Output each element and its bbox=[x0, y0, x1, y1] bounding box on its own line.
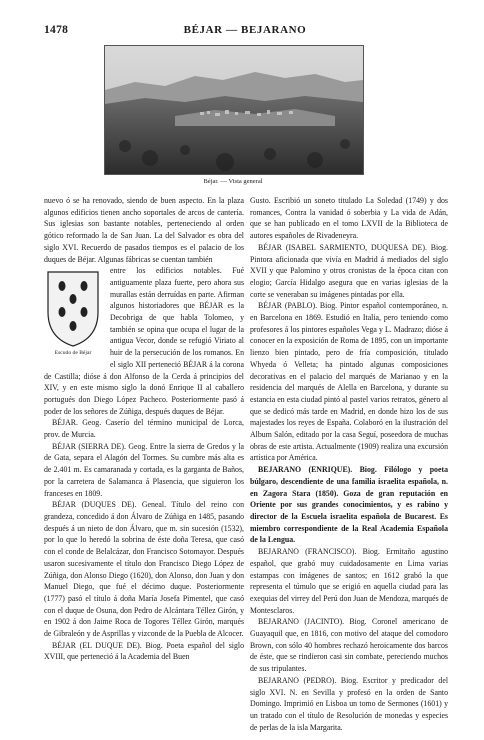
entry-enrique-bejarano: BEJARANO (ENRIQUE). Biog. Filólogo y poeta búlgaro, descendiente de una familia israelita española, n. en Zagora Stara (1850). Goza de gran reputación en Oriente por sus grandes conocimientos, y es rabino y director de la Escuela israelita española de Bucarest. Es miembro correspondiente de la Real Academia Española de la Lengua. bbox=[250, 465, 448, 545]
entry-duque-de-bejar: BÉJAR (EL DUQUE DE). Biog. Poeta español del siglo XVIII, que perteneció á la Academia del Buen bbox=[44, 640, 244, 662]
paragraph: nuevo ó se ha renovado, siendo de buen aspecto. En la plaza algunos edificios tienen ancho soportales de arcos de cantería. Sus iglesias son bastante notables, perteneciendo al orden gótico reformado la de San Juan. La del Salvador es obra del siglo XVI. Recuerdo de pasados tiempos es el palacio de los duques de Béjar. Algunas fábricas se cuentan también bbox=[44, 196, 244, 264]
entry-pablo-bejar: BÉJAR (PABLO). Biog. Pintor español contemporáneo, n. en Barcelona en 1869. Estudió en Italia, pero teniendo como profesores á los pintores españoles Vega y L. Madrazo; dióse á conocer en la exposición de Roma de 1895, con un importante lienzo bien pintado, pero de fría composición, titulado Whyeda ó Velleta; ha pintado algunas composiciones decorativas en el palacio del marqués de Marianao y en la residencia del marqués de Alella en Barcelona, y durante su estancia en esta ciudad pintó al pastel varios retratos, género al que se dedicó más tarde en Madrid, en donde hizo los de sus majestades los reyes de España. Colaboró en la ilustración del Album Salón, editado por la casa Seguí, poseedora de muchas obras de este artista. Actualmente (1909) realiza una excursión artística por América. bbox=[250, 301, 448, 463]
landscape-photo bbox=[104, 45, 364, 175]
entry-duques-de-bejar: BÉJAR (DUQUES DE). Geneal. Título del reino con grandeza, concedido á don Álvaro de Zúñiga en 1485, pasando después á un nieto de don Álvaro, que m. sin sucesión (1532), por lo que lo heredó la sobrina de éste doña Teresa, que casó con el conde de Belalcázar, don Francisco Sotomayor. Después usaron sucesivamente el título don Francisco Diego López de Zúñiga, don Alonso Diego (1620), don Alonso, don Juan y don Manuel Diego, que fué el décimo duque. Posteriormente (1777) pasó el título á doña María Josefa Pimentel, que casó con el duque de Osuna, don Pedro de Alcántara Téllez Girón, y en 1902 á don Jaime Roca de Togores Téllez Girón, marqués de Gibraleón y de Asprillas y vizconde de la Puebla de Alcocer. bbox=[44, 500, 244, 639]
entry-sierra-de-bejar: BÉJAR (SIERRA DE). Geog. Entre la sierra de Gredos y la de Gata, separa el Alagón del Tormes. Su cumbre más alta es de 2.401 m. Es camaranada y cortada, es la garganta de Baños, por la carretera de Salamanca á Plasencia, que siguieron los franceses en 1809. bbox=[44, 441, 244, 498]
entry-pedro-bejarano: BEJARANO (PEDRO). Biog. Escritor y predicador del siglo XVI. N. en Sevilla y profesó en la orden de Santo Domingo. Imprimió en Lisboa un tomo de Sermones (1601) y un tratado con el título de Resolución de monedas y especies de perlas de la isla Margarita. bbox=[250, 675, 448, 732]
entry-bejar-lorca: BÉJAR. Geog. Caserío del término municipal de Lorca, prov. de Murcia. bbox=[44, 418, 244, 440]
right-column bbox=[250, 195, 448, 733]
coat-of-arms bbox=[44, 268, 102, 360]
running-title: BÉJAR — BEJARANO bbox=[183, 24, 307, 36]
page-number: 1478 bbox=[44, 24, 69, 36]
shield-icon bbox=[44, 268, 102, 348]
emblem-caption: Escudo de Béjar bbox=[54, 350, 92, 357]
running-header bbox=[44, 24, 446, 38]
entry-isabel-sarmiento: BÉJAR (ISABEL SARMIENTO, DUQUESA DE). Biog. Pintora aficionada que vivía en Madrid á mediados del siglo XVII y que Palomino y otros cronistas de la época citan con elogio; García Hidalgo asegura que en varias iglesias de la corte se veneraban su imágenes pintadas por ella. bbox=[250, 242, 448, 299]
entry-jacinto-bejarano: BEJARANO (JACINTO). Biog. Coronel americano de Guayaquil que, en 1816, con motivo del ataque del comodoro Brown, con sólo 40 hombres rechazó heroicamente dos barcos de éste, que se rindieron casi sin combate, pereciendo muchos de sus tripulantes. bbox=[250, 617, 448, 674]
paragraph: entre los edificios notables. Fué antiguamente plaza fuerte, pero ahora sus murallas están derruídas en parte. Afirman algunos historiadores que BÉJAR es la Decobriga de que habla Tolomeo, y también se opina que ocupa el lugar de la antigua Vecor, donde se refugió Viriato al huir de la persecución de los romanos. En el siglo XII perteneció BÉJAR á la corona de Castilla; dióse á don Alfonso de la Cerda á principios del XIV, y en este mismo siglo la donó Enrique II al caballero portugués don Diego López Pacheco. Posteriormente pasó á poder de los señores de Zúñiga, después duques de Béjar. bbox=[44, 266, 244, 416]
paragraph: Gusto. Escribió un soneto titulado La Soledad (1749) y dos romances, Contra la vanidad ó soberbia y La vida de Adán, que se han publicado en el tomo LXVII de la Biblioteca de autores españoles de Rivadeneyra. bbox=[250, 196, 448, 241]
left-column bbox=[44, 195, 244, 663]
entry-francisco-bejarano: BEJARANO (FRANCISCO). Biog. Ermitaño agustino español, que grabó muy cuidadosamente en Lima varias estampas con imágenes de santos; en 1612 grabó la que representa el túmulo que se erigió en aquella ciudad para las exequias del virrey del Perú don Juan de Mendoza, marqués de Montesclaros. bbox=[250, 547, 448, 615]
figure-caption: Béjar. — Vista general bbox=[203, 178, 263, 185]
